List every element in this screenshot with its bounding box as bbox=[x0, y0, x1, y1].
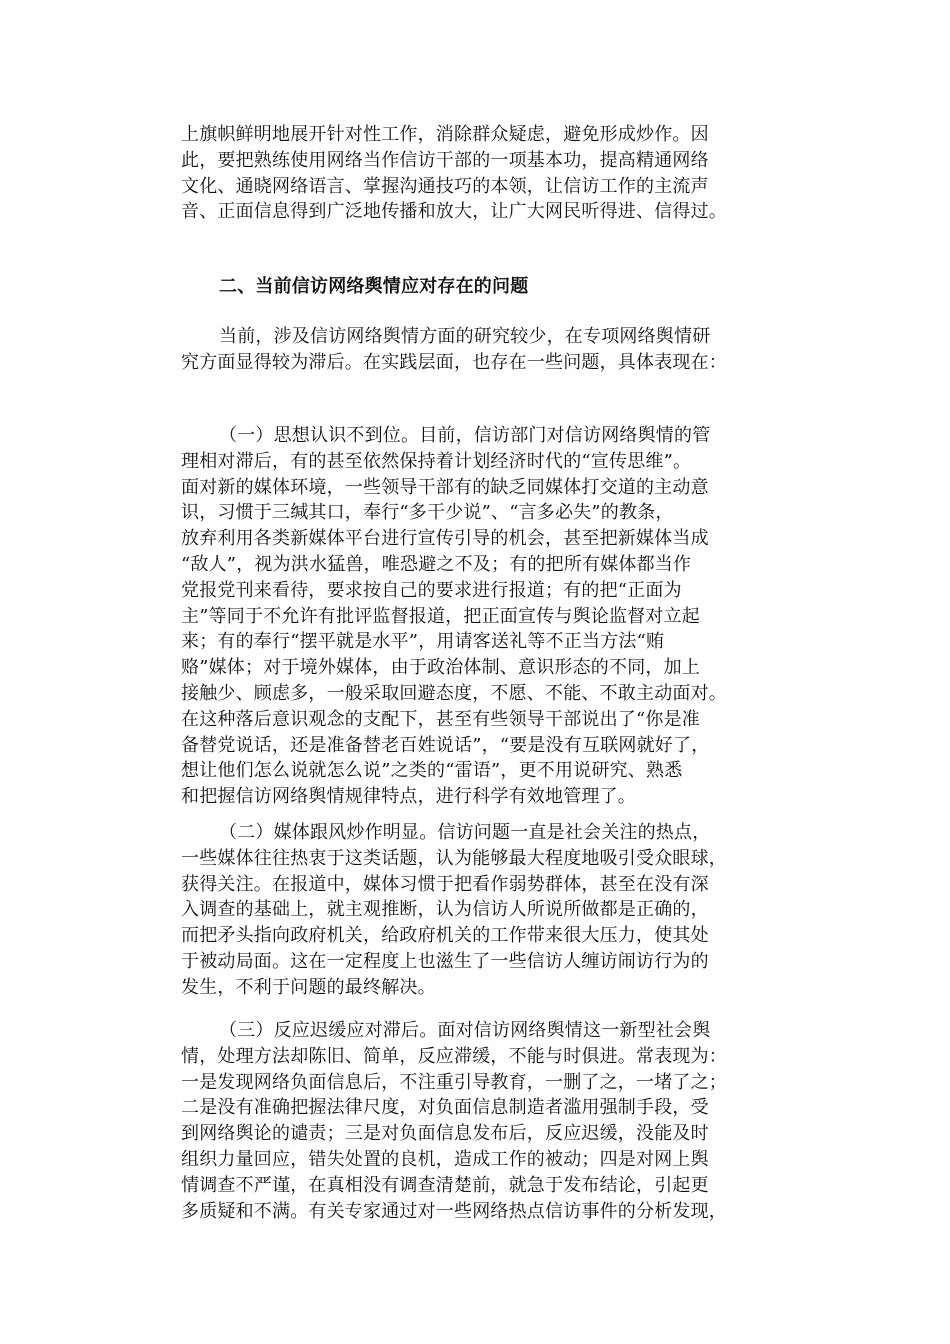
item-two-paragraph bbox=[181, 820, 773, 1001]
text-line: 识，习惯于三缄其口，奉行“多干少说”、“言多必失”的教条， bbox=[181, 502, 674, 524]
text-line: （一）思想认识不到位。目前，信访部门对信访网络舆情的管 bbox=[219, 425, 711, 446]
text-line: 发生，不利于问题的最终解决。 bbox=[181, 976, 436, 998]
item-one-paragraph bbox=[181, 423, 773, 810]
text-line: 理相对滞后，有的甚至依然保持着计划经济时代的“宣传思维”。 bbox=[181, 450, 692, 472]
text-line: 究方面显得较为滞后。在实践层面，也存在一些问题，具体表现在： bbox=[181, 351, 727, 373]
text-line: 此，要把熟练使用网络当作信访干部的一项基本功，提高精通网络 bbox=[181, 149, 709, 171]
text-line: 情，处理方法却陈旧、简单，反应滞缓，不能与时俱进。常表现为： bbox=[181, 1045, 727, 1067]
section-heading: 二、当前信访网络舆情应对存在的问题 bbox=[219, 276, 529, 297]
text-line: 主”等同于不允许有批评监督报道，把正面宣传与舆论监督对立起 bbox=[181, 605, 700, 627]
text-line: （三）反应迟缓应对滞后。面对信访网络舆情这一新型社会舆 bbox=[219, 1020, 711, 1041]
text-line: 面对新的媒体环境，一些领导干部有的缺乏同媒体打交道的主动意 bbox=[181, 476, 709, 498]
paragraph-continuation bbox=[181, 122, 773, 225]
text-line: 一是发现网络负面信息后，不注重引导教育，一删了之，一堵了之； bbox=[181, 1071, 727, 1093]
text-line: 想让他们怎么说就怎么说”之类的“雷语”，更不用说研究、熟悉 bbox=[181, 760, 683, 782]
text-line: 来；有的奉行“摆平就是水平”，用请客送礼等不正当方法“贿 bbox=[181, 631, 665, 653]
text-line: 音、正面信息得到广泛地传播和放大，让广大网民听得进、信得过。 bbox=[181, 201, 727, 223]
text-line: 情调查不严谨，在真相没有调查清楚前，就急于发布结论，引起更 bbox=[181, 1174, 709, 1196]
text-line: 于被动局面。这在一定程度上也滋生了一些信访人缠访闹访行为的 bbox=[181, 950, 709, 972]
text-line: 一些媒体往往热衷于这类话题，认为能够最大程度地吸引受众眼球， bbox=[181, 847, 727, 869]
text-line: 赂”媒体；对于境外媒体，由于政治体制、意识形态的不同，加上 bbox=[181, 657, 700, 679]
text-line: 多质疑和不满。有关专家通过对一些网络热点信访事件的分析发现， bbox=[181, 1200, 727, 1222]
text-line: （二）媒体跟风炒作明显。信访问题一直是社会关注的热点， bbox=[219, 822, 711, 843]
intro-paragraph bbox=[181, 324, 773, 376]
text-line: 而把矛头指向政府机关，给政府机关的工作带来很大压力，使其处 bbox=[181, 925, 709, 947]
text-line: 文化、通晓网络语言、掌握沟通技巧的本领，让信访工作的主流声 bbox=[181, 175, 709, 197]
text-line: 上旗帜鲜明地展开针对性工作，消除群众疑虑，避免形成炒作。因 bbox=[181, 124, 709, 145]
text-line: 到网络舆论的谴责；三是对负面信息发布后，反应迟缓，没能及时 bbox=[181, 1123, 709, 1145]
text-line: 党报党刊来看待，要求按自己的要求进行报道；有的把“正面为 bbox=[181, 579, 682, 601]
text-line: 当前，涉及信访网络舆情方面的研究较少，在专项网络舆情研 bbox=[219, 326, 711, 347]
text-line: 在这种落后意识观念的支配下，甚至有些领导干部说出了“你是准 bbox=[181, 708, 700, 730]
text-line: 和把握信访网络舆情规律特点，进行科学有效地管理了。 bbox=[181, 786, 636, 808]
text-line: 放弃利用各类新媒体平台进行宣传引导的机会，甚至把新媒体当成 bbox=[181, 528, 709, 550]
text-line: 接触少、顾虑多，一般采取回避态度，不愿、不能、不敢主动面对。 bbox=[181, 682, 727, 704]
text-line: 二是没有准确把握法律尺度，对负面信息制造者滥用强制手段，受 bbox=[181, 1097, 709, 1119]
text-line: 获得关注。在报道中，媒体习惯于把看作弱势群体，甚至在没有深 bbox=[181, 873, 709, 895]
item-three-paragraph bbox=[181, 1018, 773, 1224]
text-line: 备替党说话，还是准备替老百姓说话”，“要是没有互联网就好了， bbox=[181, 734, 710, 756]
text-line: “敌人”，视为洪水猛兽，唯恐避之不及；有的把所有媒体都当作 bbox=[181, 553, 692, 575]
text-line: 组织力量回应，错失处置的良机，造成工作的被动；四是对网上舆 bbox=[181, 1148, 709, 1170]
text-line: 入调查的基础上，就主观推断，认为信访人所说所做都是正确的， bbox=[181, 899, 709, 921]
